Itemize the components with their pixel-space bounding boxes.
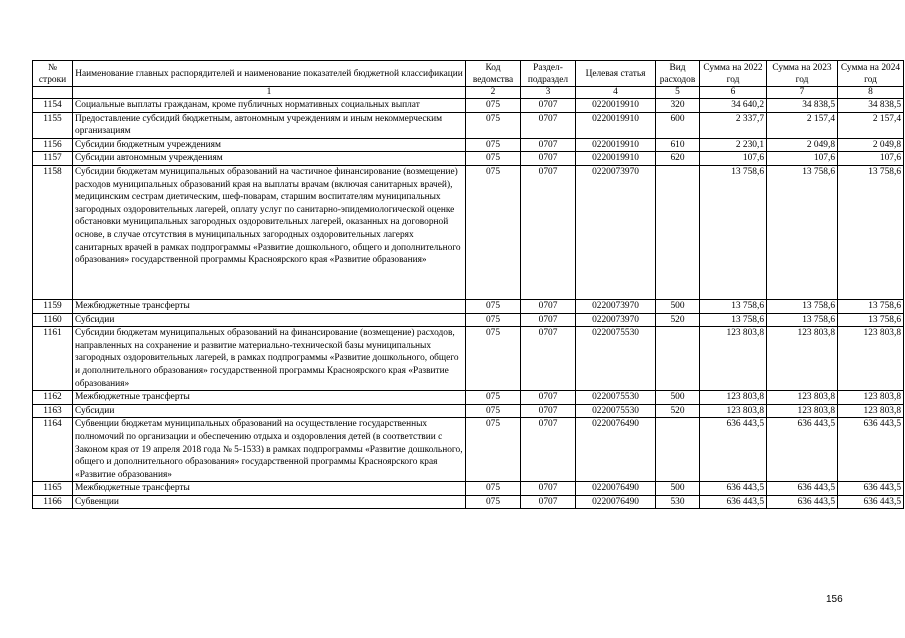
sum-2022: 123 803,8 — [700, 327, 767, 391]
row-name: Субсидии бюджетным учреждениям — [73, 138, 466, 152]
table-body — [33, 99, 904, 509]
target-article: 0220075530 — [576, 327, 656, 391]
row-number: 1154 — [33, 99, 73, 113]
sum-2024: 13 758,6 — [838, 299, 904, 313]
sum-2023: 636 443,5 — [767, 482, 838, 496]
header-name: Наименование главных распорядителей и наименование показателей бюджетной классификации — [73, 61, 466, 87]
sum-2023: 13 758,6 — [767, 165, 838, 299]
target-article: 0220019910 — [576, 152, 656, 166]
row-name: Субсидии бюджетам муниципальных образований на частичное финансирование (возмещение) расходов муниципальных образований края на выплаты врачам (включая санитарных врачей), медицинским сестрам диетическим, шеф-поварам, старшим воспитателям муниципальных загородных оздоровительных лагерей, оплату услуг по санитарно-эпидемиологической оценке обстановки муниципальных загородных оздоровительных лагерей, оказанных на договорной основе, в случае отсутствия в муниципальных загородных оздоровительных лагерях санитарных врачей в рамках подпрограммы «Развитие дошкольного, общего и дополнительного образования» государственной программы Красноярского края «Развитие образования» — [73, 165, 466, 299]
row-number: 1160 — [33, 313, 73, 327]
table-row — [33, 99, 904, 113]
row-name: Предоставление субсидий бюджетным, автономным учреждениям и иным некоммерческим организациям — [73, 112, 466, 138]
sum-2022: 636 443,5 — [700, 418, 767, 482]
section-code: 0707 — [521, 404, 576, 418]
expense-type: 610 — [656, 138, 700, 152]
dept-code: 075 — [466, 152, 521, 166]
column-number: 2 — [466, 87, 521, 99]
header-exp-type: Вид расходов — [656, 61, 700, 87]
header-sum-2023: Сумма на 2023 год — [767, 61, 838, 87]
sum-2024: 123 803,8 — [838, 391, 904, 405]
table-row — [33, 418, 904, 482]
row-name: Субвенции — [73, 495, 466, 509]
sum-2024: 636 443,5 — [838, 482, 904, 496]
expense-type: 320 — [656, 99, 700, 113]
header-section: Раздел- подраздел — [521, 61, 576, 87]
table-row — [33, 165, 904, 299]
header-dept-code: Код ведомства — [466, 61, 521, 87]
expense-type: 500 — [656, 482, 700, 496]
expense-type: 620 — [656, 152, 700, 166]
target-article: 0220076490 — [576, 495, 656, 509]
row-number: 1163 — [33, 404, 73, 418]
expense-type — [656, 327, 700, 391]
sum-2022: 13 758,6 — [700, 299, 767, 313]
table-row — [33, 404, 904, 418]
table-row — [33, 482, 904, 496]
sum-2022: 13 758,6 — [700, 165, 767, 299]
target-article: 0220075530 — [576, 404, 656, 418]
sum-2024: 636 443,5 — [838, 495, 904, 509]
row-number: 1162 — [33, 391, 73, 405]
section-code: 0707 — [521, 495, 576, 509]
row-number: 1159 — [33, 299, 73, 313]
target-article: 0220019910 — [576, 99, 656, 113]
section-code: 0707 — [521, 327, 576, 391]
sum-2024: 13 758,6 — [838, 165, 904, 299]
header-sum-2024: Сумма на 2024 год — [838, 61, 904, 87]
expense-type — [656, 418, 700, 482]
dept-code: 075 — [466, 418, 521, 482]
sum-2023: 123 803,8 — [767, 327, 838, 391]
header-sum-2022: Сумма на 2022 год — [700, 61, 767, 87]
row-name: Субсидии автономным учреждениям — [73, 152, 466, 166]
sum-2024: 123 803,8 — [838, 404, 904, 418]
budget-table — [32, 60, 904, 509]
dept-code: 075 — [466, 313, 521, 327]
sum-2023: 13 758,6 — [767, 313, 838, 327]
dept-code: 075 — [466, 112, 521, 138]
row-number: 1157 — [33, 152, 73, 166]
table-row — [33, 391, 904, 405]
column-number: 7 — [767, 87, 838, 99]
row-name: Субсидии — [73, 404, 466, 418]
table-row — [33, 495, 904, 509]
sum-2023: 2 049,8 — [767, 138, 838, 152]
sum-2022: 636 443,5 — [700, 482, 767, 496]
section-code: 0707 — [521, 299, 576, 313]
sum-2022: 2 230,1 — [700, 138, 767, 152]
dept-code: 075 — [466, 99, 521, 113]
target-article: 0220073970 — [576, 165, 656, 299]
section-code: 0707 — [521, 165, 576, 299]
sum-2023: 123 803,8 — [767, 404, 838, 418]
sum-2023: 34 838,5 — [767, 99, 838, 113]
dept-code: 075 — [466, 138, 521, 152]
section-code: 0707 — [521, 99, 576, 113]
target-article: 0220019910 — [576, 112, 656, 138]
row-name: Субсидии — [73, 313, 466, 327]
column-number: 3 — [521, 87, 576, 99]
dept-code: 075 — [466, 165, 521, 299]
sum-2024: 107,6 — [838, 152, 904, 166]
column-number: 8 — [838, 87, 904, 99]
table-row — [33, 299, 904, 313]
table-row — [33, 327, 904, 391]
sum-2023: 13 758,6 — [767, 299, 838, 313]
row-name: Субсидии бюджетам муниципальных образований на финансирование (возмещение) расходов, направленных на сохранение и развитие материально-технической базы муниципальных загородных оздоровительных лагерей, в рамках подпрограммы «Развитие дошкольного, общего и дополнительного образования» государственной программы Красноярского края «Развитие образования» — [73, 327, 466, 391]
column-number — [33, 87, 73, 99]
row-name: Межбюджетные трансферты — [73, 391, 466, 405]
expense-type: 520 — [656, 313, 700, 327]
sum-2024: 34 838,5 — [838, 99, 904, 113]
target-article: 0220076490 — [576, 418, 656, 482]
dept-code: 075 — [466, 327, 521, 391]
row-number: 1165 — [33, 482, 73, 496]
dept-code: 075 — [466, 495, 521, 509]
column-number: 1 — [73, 87, 466, 99]
section-code: 0707 — [521, 152, 576, 166]
header-row — [33, 61, 904, 87]
target-article: 0220073970 — [576, 313, 656, 327]
row-number: 1161 — [33, 327, 73, 391]
dept-code: 075 — [466, 404, 521, 418]
section-code: 0707 — [521, 112, 576, 138]
target-article: 0220019910 — [576, 138, 656, 152]
sum-2024: 2 049,8 — [838, 138, 904, 152]
sum-2024: 2 157,4 — [838, 112, 904, 138]
row-number: 1164 — [33, 418, 73, 482]
expense-type: 530 — [656, 495, 700, 509]
expense-type: 500 — [656, 391, 700, 405]
sum-2023: 107,6 — [767, 152, 838, 166]
table-row — [33, 313, 904, 327]
table-row — [33, 138, 904, 152]
section-code: 0707 — [521, 391, 576, 405]
dept-code: 075 — [466, 391, 521, 405]
sum-2023: 123 803,8 — [767, 391, 838, 405]
section-code: 0707 — [521, 138, 576, 152]
row-name: Межбюджетные трансферты — [73, 482, 466, 496]
sum-2022: 123 803,8 — [700, 391, 767, 405]
sum-2022: 107,6 — [700, 152, 767, 166]
column-number: 5 — [656, 87, 700, 99]
sum-2022: 636 443,5 — [700, 495, 767, 509]
column-number: 4 — [576, 87, 656, 99]
header-target: Целевая статья — [576, 61, 656, 87]
dept-code: 075 — [466, 299, 521, 313]
section-code: 0707 — [521, 482, 576, 496]
sum-2024: 123 803,8 — [838, 327, 904, 391]
sum-2024: 13 758,6 — [838, 313, 904, 327]
header-row-no: № строки — [33, 61, 73, 87]
dept-code: 075 — [466, 482, 521, 496]
sum-2023: 636 443,5 — [767, 495, 838, 509]
sum-2023: 2 157,4 — [767, 112, 838, 138]
sum-2022: 123 803,8 — [700, 404, 767, 418]
row-name: Субвенции бюджетам муниципальных образований на осуществление государственных полномочий по организации и обеспечению отдыха и оздоровления детей (в соответствии с Законом края от 19 апреля 2018 года № 5-1533) в рамках подпрограммы «Развитие дошкольного, общего и дополнительного образования» государственной программы Красноярского края «Развитие образования» — [73, 418, 466, 482]
page-number: 156 — [826, 594, 843, 605]
expense-type: 520 — [656, 404, 700, 418]
sum-2022: 13 758,6 — [700, 313, 767, 327]
target-article: 0220073970 — [576, 299, 656, 313]
section-code: 0707 — [521, 313, 576, 327]
row-number: 1166 — [33, 495, 73, 509]
expense-type — [656, 165, 700, 299]
column-number: 6 — [700, 87, 767, 99]
table-row — [33, 112, 904, 138]
target-article: 0220076490 — [576, 482, 656, 496]
sum-2023: 636 443,5 — [767, 418, 838, 482]
row-name: Социальные выплаты гражданам, кроме публичных нормативных социальных выплат — [73, 99, 466, 113]
sum-2022: 34 640,2 — [700, 99, 767, 113]
row-number: 1155 — [33, 112, 73, 138]
table-row — [33, 152, 904, 166]
target-article: 0220075530 — [576, 391, 656, 405]
expense-type: 600 — [656, 112, 700, 138]
row-name: Межбюджетные трансферты — [73, 299, 466, 313]
row-number: 1156 — [33, 138, 73, 152]
row-number: 1158 — [33, 165, 73, 299]
column-number-row — [33, 87, 904, 99]
expense-type: 500 — [656, 299, 700, 313]
sum-2024: 636 443,5 — [838, 418, 904, 482]
sum-2022: 2 337,7 — [700, 112, 767, 138]
section-code: 0707 — [521, 418, 576, 482]
